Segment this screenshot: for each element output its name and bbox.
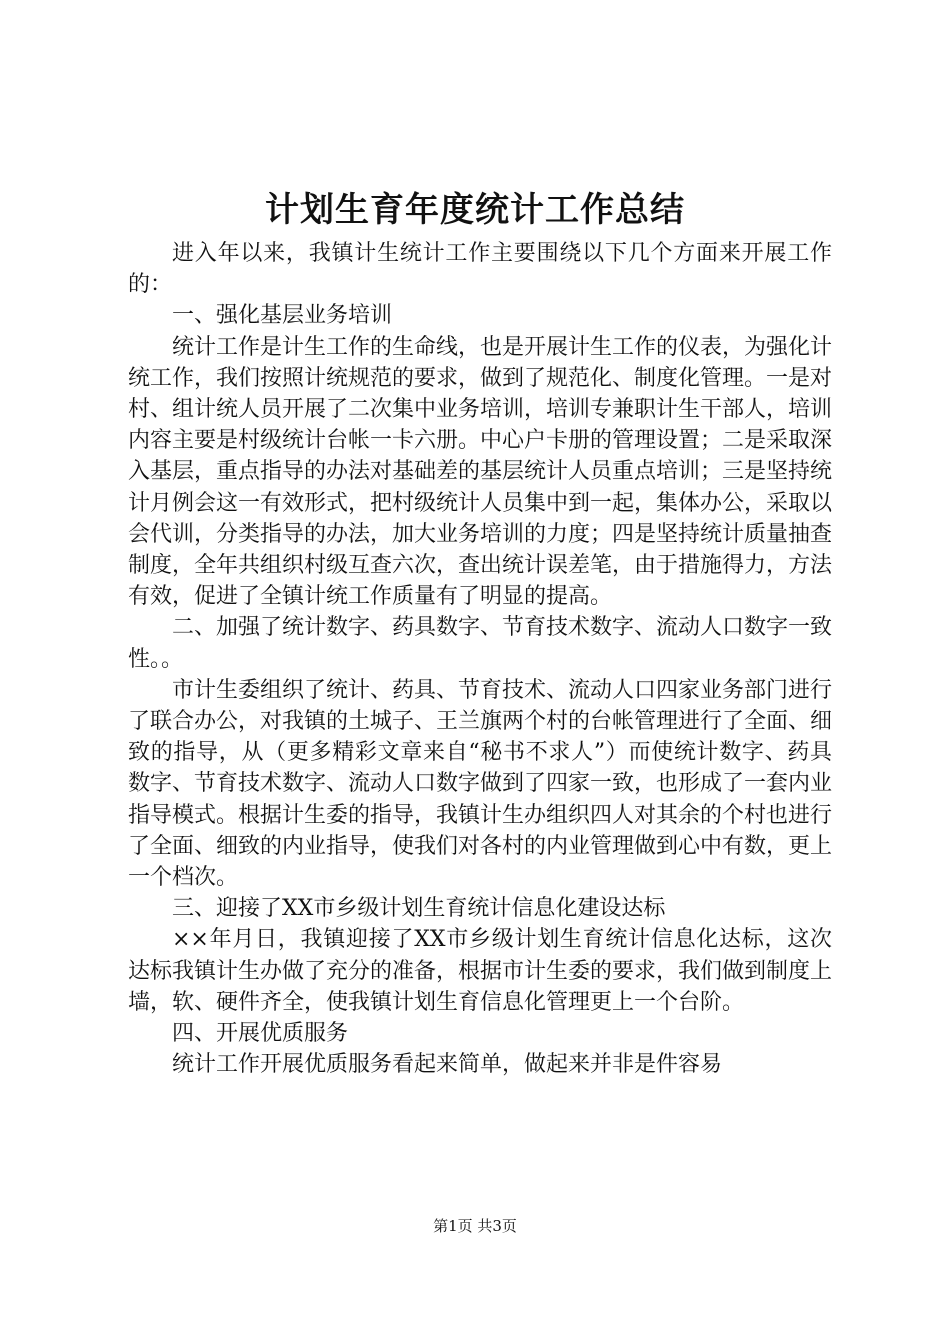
section-heading-1: 一、强化基层业务培训 [172, 303, 393, 329]
paragraph-section-1: 统计工作是计生工作的生命线，也是开展计生工作的仪表，为强化计统工作，我们按照计统规范的要求，做到了规范化、制度化管理。一是对村、组计统人员开展了二次集中业务培训，培训专兼职计生干部人，培训内容主要是村级统计台帐一卡六册。中心户卡册的管理设置；二是采取深入基层，重点指导的办法对基础差的基层统计人员重点培训；三是坚持统计月例会这一有效形式，把村级统计人员集中到一起，集体办公，采取以会代训，分类指导的办法，加大业务培训的力度；四是坚持统计质量抽查制度，全年共组织村级互查六次，查出统计误差笔，由于措施得力，方法有效，促进了全镇计统工作质量有了明显的提高。 [128, 334, 833, 610]
page-title: 计划生育年度统计工作总结 [265, 190, 685, 230]
paragraph-section-4: 统计工作开展优质服务看起来简单，做起来并非是件容易 [172, 1052, 723, 1078]
paragraph-section-2: 市计生委组织了统计、药具、节育技术、流动人口四家业务部门进行了联合办公，对我镇的土城子、王兰旗两个村的台帐管理进行了全面、细致的指导，从（更多精彩文章来自“秘书不求人”）而使统计数字、药具数字、节育技术数字、流动人口数字做到了四家一致，也形成了一套内业指导模式。根据计生委的指导，我镇计生办组织四人对其余的个村也进行了全面、细致的内业指导，使我们对各村的内业管理做到心中有数，更上一个档次。 [128, 677, 833, 891]
section-heading-4: 四、开展优质服务 [172, 1021, 349, 1047]
page-footer: 第1页 共3页 [433, 1217, 517, 1235]
paragraph-section-3: ××年月日，我镇迎接了XX市乡级计划生育统计信息化达标，这次达标我镇计生办做了充分的准备，根据市计生委的要求，我们做到制度上墙，软、硬件齐全，使我镇计划生育信息化管理更上一个台阶。 [128, 927, 833, 1015]
section-heading-2: 二、加强了统计数字、药具数字、节育技术数字、流动人口数字一致性。。 [128, 615, 833, 672]
section-heading-3: 三、迎接了XX市乡级计划生育统计信息化建设达标 [172, 896, 666, 922]
paragraph-intro: 进入年以来，我镇计生统计工作主要围绕以下几个方面来开展工作的： [128, 241, 832, 298]
document-body [128, 238, 832, 1080]
